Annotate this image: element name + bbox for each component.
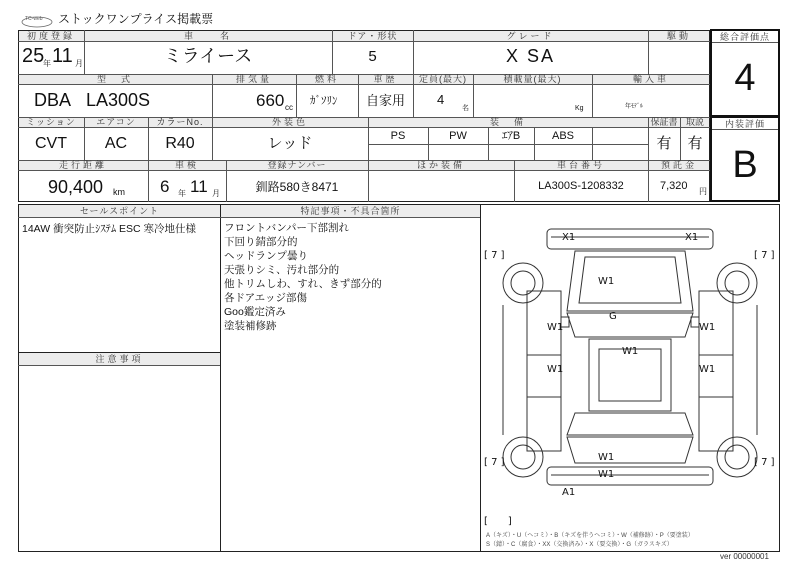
damage-mark: X1 — [562, 232, 576, 243]
sales-point-text: 14AW 衝突防止ｼｽﾃﾑ ESC 寒冷地仕様 — [22, 223, 197, 235]
label-capacity: 定員(最大) — [419, 74, 467, 84]
load-unit: Kg — [575, 105, 584, 112]
damage-mark: W1 — [622, 346, 639, 357]
note-line: 天張りシミ、汚れ部分的 — [224, 264, 340, 276]
inspection-month: 11 — [190, 177, 208, 196]
damage-mark: A1 — [562, 487, 576, 498]
note-line: Goo鑑定済み — [224, 306, 286, 318]
label-reg-number: 登録ナンバー — [267, 160, 327, 170]
damage-mark: W1 — [598, 452, 615, 463]
note-line: フロントバンパー下部割れ — [224, 222, 350, 234]
ext-color: レッド — [267, 135, 313, 152]
equip-airbag: ｴｱB — [501, 130, 521, 142]
label-overall-eval: 総合評価点 — [719, 32, 770, 42]
label-inspection: 車検 — [174, 160, 199, 170]
label-first-reg: 初度登録 — [26, 31, 75, 41]
label-import: 輸入車 — [632, 74, 669, 84]
label-grade: グレード — [506, 31, 555, 41]
label-aircon: エアコン — [96, 117, 136, 127]
brand-logo — [20, 14, 54, 28]
model-code: LA300S — [86, 90, 151, 110]
label-manual: 取説 — [685, 117, 704, 127]
capacity-unit: 名 — [462, 105, 469, 112]
damage-mark: G — [609, 311, 617, 322]
damage-mark: W1 — [699, 364, 716, 375]
equip-pw: PW — [449, 130, 467, 142]
note-line: 下回り錆部分的 — [224, 236, 298, 248]
note-line: 塗装補修跡 — [224, 320, 277, 332]
usage: 自家用 — [365, 93, 405, 108]
inspection-month-unit: 月 — [212, 189, 220, 198]
legend-line: A（キズ）・U（ヘコミ）・B（キズを伴うヘコミ）・W（補修跡）・P（要塗装） — [486, 533, 694, 539]
label-chassis: 車台番号 — [556, 160, 605, 170]
label-load: 積載量(最大) — [503, 74, 562, 84]
diagram-bracket: [ 7 ] — [754, 457, 775, 468]
label-interior-eval: 内装評価 — [724, 119, 765, 129]
model-prefix: DBA — [34, 90, 72, 110]
manual: 有 — [687, 135, 703, 152]
displacement: 660 — [256, 91, 285, 110]
label-mission: ミッション — [26, 117, 76, 127]
first-reg-month: 11 — [52, 45, 73, 67]
chassis-number: LA300S-1208332 — [538, 180, 624, 192]
page-title: ストックワンプライス掲載票 — [58, 12, 214, 26]
damage-mark: W1 — [598, 276, 615, 287]
label-color-no: カラーNo. — [156, 117, 204, 127]
label-doors: ドア・形状 — [347, 31, 398, 41]
displacement-unit: cc — [285, 103, 293, 112]
label-ext-color: 外装色 — [271, 117, 308, 127]
aircon: AC — [104, 135, 128, 152]
mileage-unit: km — [113, 187, 125, 197]
capacity: 4 — [437, 92, 445, 107]
overall-eval-box — [710, 29, 780, 117]
note-line: ヘッドランプ曇り — [224, 250, 308, 262]
inspection-year: 6 — [160, 177, 170, 196]
label-displacement: 排気量 — [235, 74, 272, 84]
label-fuel: 燃料 — [314, 74, 339, 84]
door-count: 5 — [368, 48, 377, 65]
legend-line: S（錆）・C（腐食）・XX（交換済み）・X（要交換）・G（ガラスキズ） — [486, 542, 673, 548]
label-caution: 注意事項 — [95, 354, 144, 364]
interior-eval-box — [710, 116, 780, 202]
import-note: 年ﾓﾃﾞﾙ — [625, 104, 644, 110]
damage-mark: W1 — [699, 322, 716, 333]
car-name: ミライース — [163, 46, 253, 66]
first-reg-year: 25 — [22, 45, 45, 67]
interior-eval-score: B — [732, 144, 758, 186]
inspection-year-unit: 年 — [178, 189, 186, 198]
damage-mark: W1 — [547, 364, 564, 375]
car-diagram-icon — [481, 205, 779, 530]
first-reg-year-unit: 年 — [43, 59, 51, 68]
label-car-name: 車 名 — [183, 31, 232, 41]
damage-mark: X1 — [685, 232, 699, 243]
color-no: R40 — [165, 135, 195, 152]
equip-abs: ABS — [551, 130, 574, 142]
label-other-equip: ほか装備 — [416, 160, 465, 170]
diagram-bracket: [ 7 ] — [754, 250, 775, 261]
label-usage: 車歴 — [373, 74, 398, 84]
label-recycle: 預託金 — [660, 160, 697, 170]
note-line: 他トリムしわ、すれ、きず部分的 — [224, 278, 382, 290]
caution-box — [18, 352, 221, 552]
first-reg-month-unit: 月 — [75, 59, 83, 68]
damage-mark: W1 — [547, 322, 564, 333]
diagram-bracket-empty: [ ] — [484, 516, 512, 527]
overall-eval-score: 4 — [734, 57, 756, 99]
label-drive: 駆動 — [666, 31, 691, 41]
label-equipment: 装 備 — [489, 117, 526, 127]
mission: CVT — [35, 135, 67, 152]
logo-text: TC-web — [25, 16, 43, 22]
diagram-bracket: [ 7 ] — [484, 250, 505, 261]
fuel-type: ｶﾞｿﾘﾝ — [310, 95, 338, 107]
diagram-bracket: [ 7 ] — [484, 457, 505, 468]
label-sales-point: セールスポイント — [79, 206, 160, 216]
label-model: 型 式 — [96, 74, 133, 84]
version-label: ver 00000001 — [720, 552, 769, 561]
note-line: 各ドアエッジ部傷 — [224, 292, 307, 304]
recycle-fee: 7,320 — [660, 180, 688, 192]
label-notes: 特記事項・不具合箇所 — [300, 206, 401, 216]
damage-mark: W1 — [598, 469, 615, 480]
recycle-unit: 円 — [699, 187, 707, 196]
label-mileage: 走行距離 — [58, 160, 107, 170]
reg-number: 釧路580き8471 — [255, 180, 339, 194]
equip-ps: PS — [390, 130, 406, 142]
mileage: 90,400 — [48, 177, 104, 197]
grade: X SA — [505, 46, 556, 66]
label-warranty: 保証書 — [650, 117, 678, 127]
warranty: 有 — [656, 135, 672, 152]
